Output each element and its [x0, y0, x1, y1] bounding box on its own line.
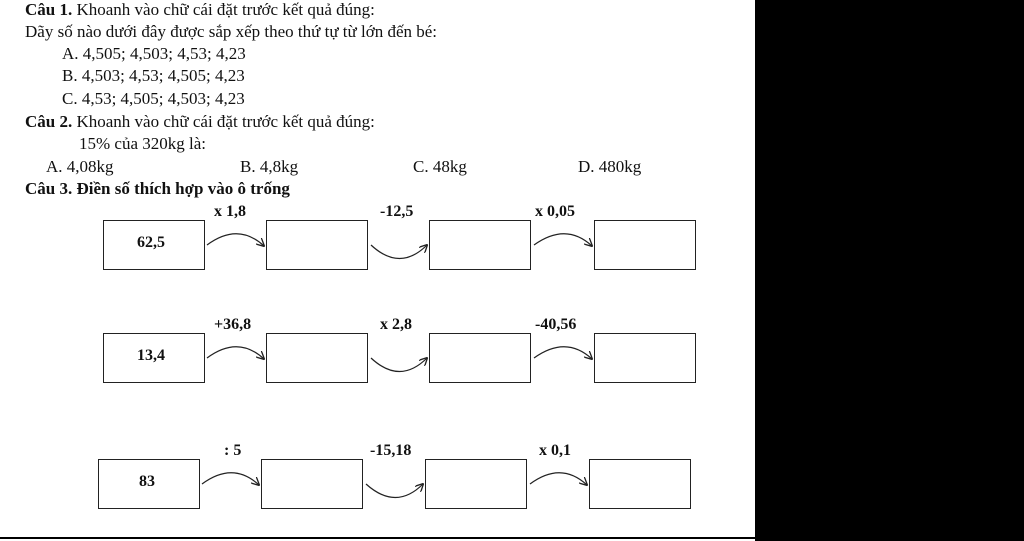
chain3-arrow-1 [202, 473, 259, 485]
chain1-start-value: 62,5 [137, 234, 165, 251]
chain3-start-value: 83 [139, 473, 155, 490]
chain1-op1: x 1,8 [214, 203, 246, 220]
page-bottom-edge [0, 537, 755, 539]
q2-option-a[interactable]: A. 4,08kg [46, 157, 114, 176]
chain2-op1: +36,8 [214, 316, 252, 333]
chain1-op2: -12,5 [380, 203, 414, 220]
chain2-arrow-1 [207, 347, 264, 359]
q1-label: Câu 1. [25, 0, 73, 19]
q2-prompt: 15% của 320kg là: [79, 134, 206, 153]
q1-option-c[interactable]: C. 4,53; 4,505; 4,503; 4,23 [62, 89, 245, 108]
chain1-op3: x 0,05 [535, 203, 575, 220]
q1-prompt: Dãy số nào dưới đây được sắp xếp theo thứ tự từ lớn đến bé: [25, 22, 438, 41]
chain1-arrow-1 [207, 234, 264, 246]
q2-label: Câu 2. [25, 112, 73, 131]
chain1-arrow-3 [534, 234, 592, 246]
chain3-op1: : 5 [224, 442, 242, 459]
chain2-arrow-3 [534, 347, 592, 359]
chain2-op2: x 2,8 [380, 316, 412, 333]
chain2-start-value: 13,4 [137, 347, 165, 364]
chain1-arrow-2 [371, 245, 427, 259]
q1-option-b[interactable]: B. 4,503; 4,53; 4,505; 4,23 [62, 66, 245, 85]
q1-option-a[interactable]: A. 4,505; 4,503; 4,53; 4,23 [62, 44, 246, 63]
chain2-arrow-2 [371, 358, 427, 372]
q2-option-b[interactable]: B. 4,8kg [240, 157, 299, 176]
chain3-op2: -15,18 [370, 442, 412, 459]
chain3-op3: x 0,1 [539, 442, 571, 459]
q2-option-c[interactable]: C. 48kg [413, 157, 467, 176]
chain3-arrow-2 [366, 484, 423, 498]
q3-title: Câu 3. Điền số thích hợp vào ô trống [25, 179, 290, 198]
chain3-arrow-3 [530, 473, 587, 485]
q2-instruction: Khoanh vào chữ cái đặt trước kết quả đúng: [76, 112, 375, 131]
q1-instruction: Khoanh vào chữ cái đặt trước kết quả đúng: [76, 0, 375, 19]
q2-option-d[interactable]: D. 480kg [578, 157, 642, 176]
chain2-op3: -40,56 [535, 316, 577, 333]
